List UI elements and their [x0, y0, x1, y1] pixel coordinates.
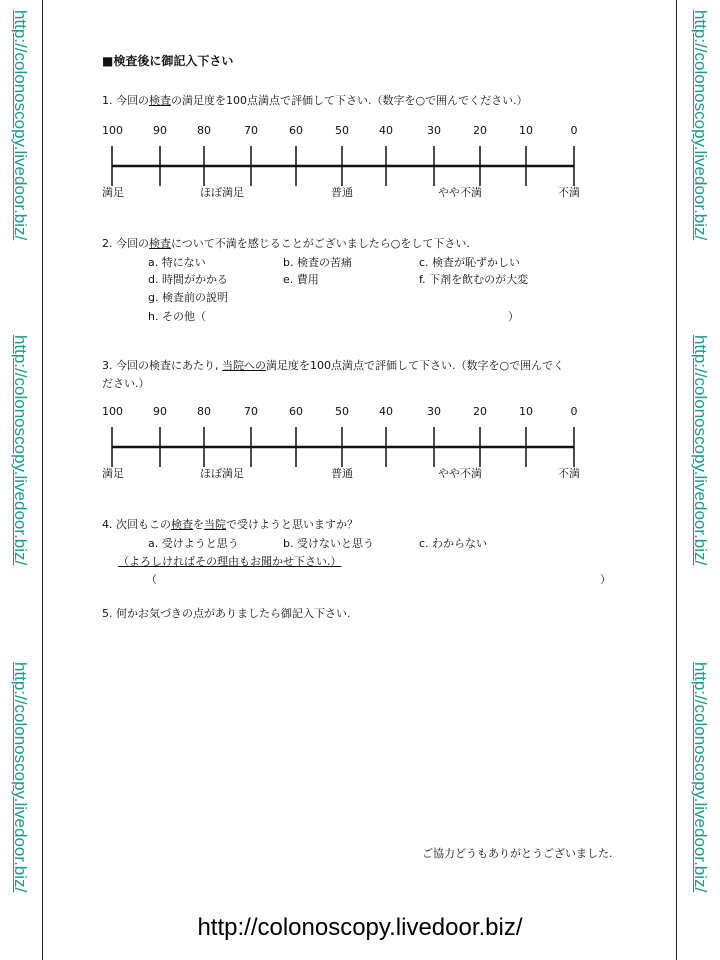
q2-option-h-close: ） [508, 310, 519, 323]
scale-2-number[interactable]: 80 [197, 405, 211, 418]
q3-underlined: 当院への [221, 359, 266, 372]
q4-option-c[interactable]: c. わからない [419, 537, 488, 550]
scale-1-number[interactable]: 10 [519, 124, 533, 137]
q2-option-c[interactable]: c. 検査が恥ずかしい [419, 256, 521, 269]
q4-option-b[interactable]: b. 受けないと思う [283, 537, 374, 550]
question-4 [102, 518, 358, 532]
q4-middle: を [193, 518, 204, 531]
scale-2-label-satisfied: 満足 [102, 467, 124, 480]
q4-prefix: 4. 次回もこの [102, 518, 171, 531]
scale-1-number[interactable]: 60 [289, 124, 303, 137]
right-border-line [676, 0, 677, 960]
survey-document [46, 0, 674, 960]
q2-option-f[interactable]: f. 下剤を飲むのが大変 [419, 273, 529, 286]
q2-option-b[interactable]: b. 検査の苦痛 [283, 256, 352, 269]
q1-suffix: の満足度を100点満点で評価して下さい.（数字を○で囲んでください.） [171, 94, 528, 107]
q2-prefix: 2. 今回の [102, 237, 149, 250]
q4-reason-open[interactable]: （ [146, 573, 157, 586]
q1-prefix: 1. 今回の [102, 94, 149, 107]
scale-1-label-somewhat: やや不満 [438, 186, 482, 199]
question-2 [102, 237, 470, 251]
scale-2-number[interactable]: 100 [102, 405, 123, 418]
side-url-link[interactable]: http://colonoscopy.livedoor.biz/ [11, 662, 30, 893]
q2-option-d[interactable]: d. 時間がかかる [148, 273, 228, 286]
question-5: 5. 何かお気づきの点がありましたら御記入下さい. [102, 607, 351, 620]
scale-1-number[interactable]: 0 [570, 124, 578, 137]
q2-suffix: について不満を感じることがございましたら○をして下さい. [171, 237, 470, 250]
q2-option-g[interactable]: g. 検査前の説明 [148, 291, 228, 304]
q1-underlined: 検査 [149, 94, 171, 107]
rating-scale-1 [46, 122, 674, 212]
right-url-column [680, 0, 720, 960]
question-1 [102, 94, 528, 108]
scale-2-number[interactable]: 60 [289, 405, 303, 418]
scale-1-label-satisfied: 満足 [102, 186, 124, 199]
scale-1-number[interactable]: 70 [244, 124, 258, 137]
side-url-link[interactable]: http://colonoscopy.livedoor.biz/ [691, 10, 710, 241]
q4-option-a[interactable]: a. 受けようと思う [148, 537, 239, 550]
scale-1-number[interactable]: 50 [335, 124, 349, 137]
scale-1-number[interactable]: 80 [197, 124, 211, 137]
q2-underlined: 検査 [149, 237, 171, 250]
scale-2-label-mostly: ほぼ満足 [200, 467, 244, 480]
scale-2-number[interactable]: 50 [335, 405, 349, 418]
scale-1-label-mostly: ほぼ満足 [200, 186, 244, 199]
q2-option-a[interactable]: a. 特にない [148, 256, 206, 269]
side-url-link[interactable]: http://colonoscopy.livedoor.biz/ [11, 10, 30, 241]
scale-1-number[interactable]: 100 [102, 124, 123, 137]
left-border-line [42, 0, 43, 960]
q3-prefix: 3. 今回の検査にあたり, [102, 359, 222, 372]
q4-underlined-2: 当院 [204, 518, 226, 531]
side-url-link[interactable]: http://colonoscopy.livedoor.biz/ [691, 335, 710, 566]
q4-reason-prompt: （よろしければその理由もお聞かせ下さい.） [118, 555, 342, 568]
question-3-line2: ださい.） [102, 377, 150, 390]
scale-2-number[interactable]: 30 [427, 405, 441, 418]
q3-suffix: 満足度を100点満点で評価して下さい.（数字を○で囲んでく [265, 359, 565, 372]
scale-2-label-somewhat: やや不満 [438, 467, 482, 480]
scale-1-number[interactable]: 90 [153, 124, 167, 137]
scale-1-label-dissatisfied: 不満 [558, 186, 580, 199]
scale-1-number[interactable]: 30 [427, 124, 441, 137]
survey-heading: ■検査後に御記入下さい [102, 54, 234, 68]
scale-2-number[interactable]: 10 [519, 405, 533, 418]
question-3 [102, 359, 564, 373]
side-url-link[interactable]: http://colonoscopy.livedoor.biz/ [691, 662, 710, 893]
scale-1-number[interactable]: 40 [379, 124, 393, 137]
scale-2-number[interactable]: 0 [570, 405, 578, 418]
q2-option-h[interactable]: h. その他（ [148, 310, 206, 323]
scale-2-label-dissatisfied: 不満 [558, 467, 580, 480]
left-url-column [0, 0, 40, 960]
q4-suffix: で受けようと思いますか？ [226, 518, 358, 531]
thanks-note: ご協力どうもありがとうございました. [422, 847, 613, 860]
scale-2-number[interactable]: 20 [473, 405, 487, 418]
q2-option-e[interactable]: e. 費用 [283, 273, 319, 286]
scale-2-number[interactable]: 40 [379, 405, 393, 418]
scale-2-number[interactable]: 70 [244, 405, 258, 418]
scale-2-label-normal: 普通 [331, 467, 353, 480]
scale-1-label-normal: 普通 [331, 186, 353, 199]
footer-url-link[interactable]: http://colonoscopy.livedoor.biz/ [197, 914, 523, 941]
q4-underlined-1: 検査 [171, 518, 193, 531]
scale-1-number[interactable]: 20 [473, 124, 487, 137]
rating-scale-2 [46, 403, 674, 493]
scale-2-number[interactable]: 90 [153, 405, 167, 418]
side-url-link[interactable]: http://colonoscopy.livedoor.biz/ [11, 335, 30, 566]
q4-reason-close: ） [600, 573, 611, 586]
